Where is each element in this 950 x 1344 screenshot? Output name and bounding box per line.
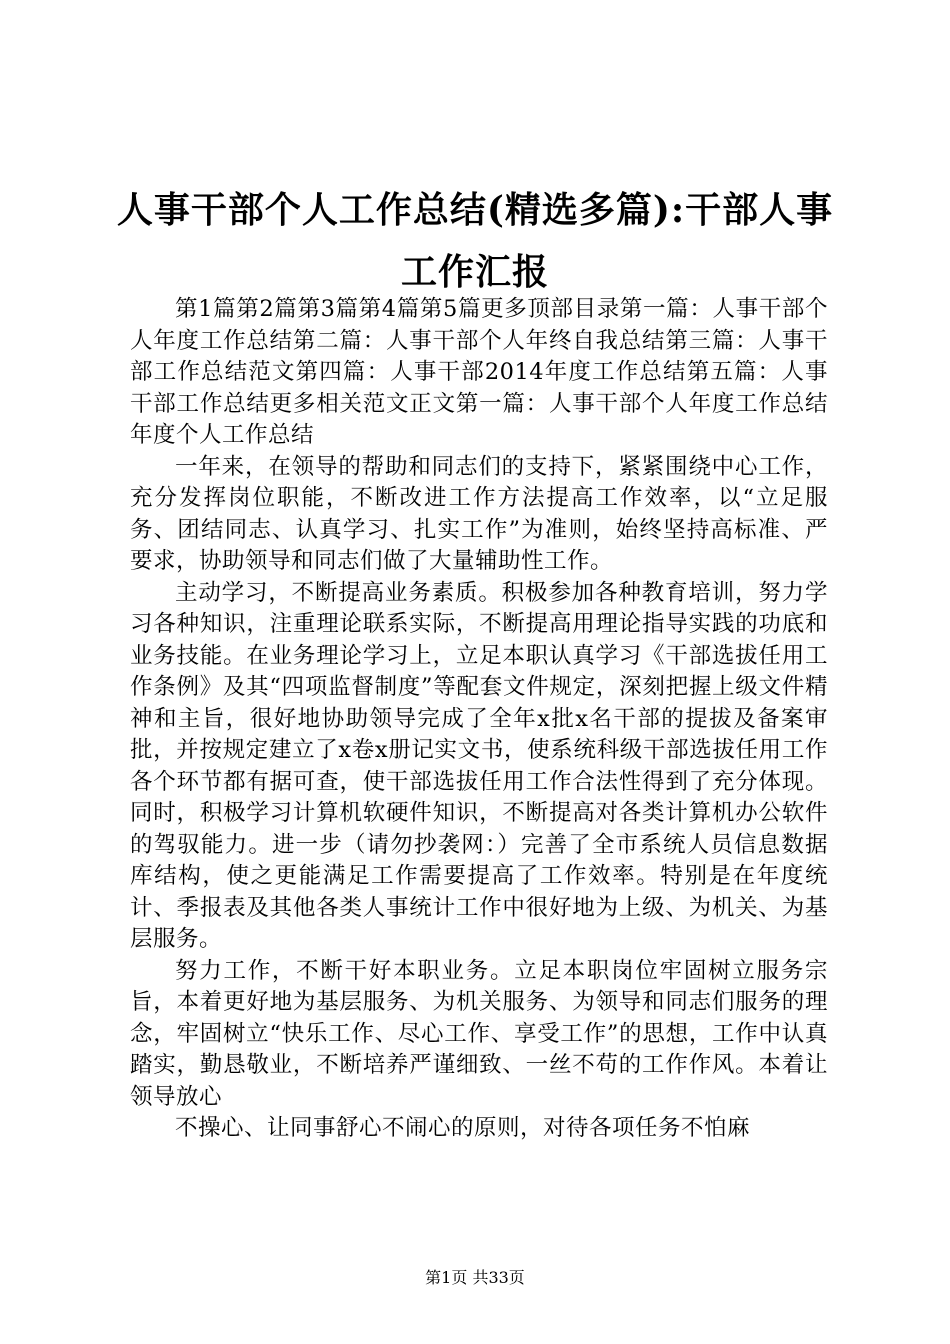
page-title-line-1: 人事干部个人工作总结(精选多篇):干部人事 <box>116 189 834 231</box>
paragraph-table-of-contents: 第1篇第2篇第3篇第4篇第5篇更多顶部目录第一篇：人事干部个人年度工作总结第二篇：人事干部个人年终自我总结第三篇：人事干部工作总结范文第四篇：人事干部2014年度工作总结第五篇：人事干部工作总结更多相关范文正文第一篇：人事干部个人年度工作总结年度个人工作总结 <box>130 296 828 448</box>
paragraph-continued: 不操心、让同事舒心不闹心的原则，对待各项任务不怕麻 <box>175 1115 751 1141</box>
paragraph-intro: 一年来，在领导的帮助和同志们的支持下，紧紧围绕中心工作，充分发挥岗位职能，不断改进工作方法提高工作效率，以“立足服务、团结同志、认真学习、扎实工作”为准则，始终坚持高标准、严要求，协助领导和同志们做了大量辅助性工作。 <box>130 453 828 574</box>
page-footer: 第1页 共33页 <box>425 1268 525 1287</box>
document-body <box>130 294 828 1145</box>
paragraph-study: 主动学习，不断提高业务素质。积极参加各种教育培训，努力学习各种知识，注重理论联系实际，不断提高用理论指导实践的功底和业务技能。在业务理论学习上，立足本职认真学习《干部选拔任用工作条例》及其“四项监督制度”等配套文件规定，深刻把握上级文件精神和主旨，很好地协助领导完成了全年x批x名干部的提拔及备案审批，并按规定建立了x卷x册记实文书，使系统科级干部选拔任用工作各个环节都有据可查，使干部选拔任用工作合法性得到了充分体现。同时，积极学习计算机软硬件知识，不断提高对各类计算机办公软件的驾驭能力。进一步（请勿抄袭网：）完善了全市系统人员信息数据库结构，使之更能满足工作需要提高了工作效率。特别是在年度统计、季报表及其他各类人事统计工作中很好地为上级、为机关、为基层服务。 <box>130 579 828 952</box>
paragraph-work: 努力工作，不断干好本职业务。立足本职岗位牢固树立服务宗旨，本着更好地为基层服务、为机关服务、为领导和同志们服务的理念，牢固树立“快乐工作、尽心工作、享受工作”的思想，工作中认真踏实，勤恳敬业，不断培养严谨细致、一丝不苟的工作作风。本着让领导放心 <box>130 957 828 1110</box>
page-title-line-2: 工作汇报 <box>400 251 549 293</box>
